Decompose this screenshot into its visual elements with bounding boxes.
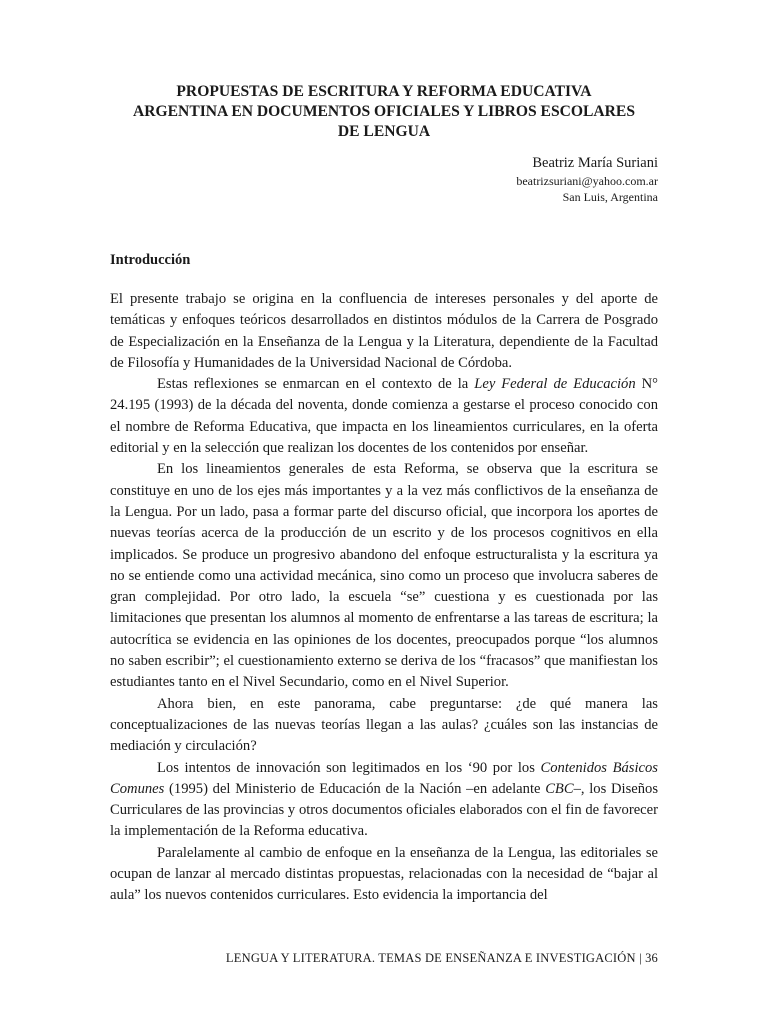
paragraph-5 [110, 758, 658, 843]
title-line-1: PROPUESTAS DE ESCRITURA Y REFORMA EDUCATIVA [176, 83, 592, 100]
section-heading-introduccion: Introducción [110, 252, 191, 268]
paragraph-2 [110, 374, 658, 459]
paragraph-4: Ahora bien, en este panorama, cabe preguntarse: ¿de qué manera las conceptualizaciones de las nuevas teorías llegan a las aulas? ¿cuáles son las instancias de mediación y circulación? [110, 695, 658, 755]
author-block [380, 153, 658, 205]
paragraph-5-emphasis-cbc-title: Contenidos Básicos Comunes [110, 759, 658, 797]
paragraph-3: En los lineamientos generales de esta Reforma, se observa que la escritura se constituye en uno de los ejes más importantes y a la vez más conflictivos de la enseñanza de la Lengua. Por un lado, pasa a formar parte del discurso oficial, que incorpora los aportes de nuevas teorías acerca de la producción de un escrito y de los procesos cognitivos en ella implicados. Se produce un progresivo abandono del enfoque estructuralista y la escritura ya no se entiende como una actividad mecánica, sino como un proceso que involucra saberes de gran complejidad. Por otro lado, la escuela “se” cuestiona y es cuestionada por las limitaciones que presentan los alumnos al momento de enfrentarse a las tareas de escritura; la autocrítica se evidencia en las opiniones de los docentes, preocupados porque “los alumnos no saben escribir”; el cuestionamiento externo se deriva de los “fracasos” que manifiestan los estudiantes tanto en el Nivel Secundario, como en el Nivel Superior. [110, 461, 658, 691]
paragraph-2-text-b: N° 24.195 (1993) de la década del noventa, donde comienza a gestarse el proceso conocido con el nombre de Reforma Educativa, que impacta en los lineamientos curriculares, en la oferta editorial y en la selección que realizan los docentes de los contenidos por enseñar. [110, 376, 658, 457]
author-email: beatrizsuriani@yahoo.com.ar [516, 174, 658, 188]
paragraph-2-text-a: Estas reflexiones se enmarcan en el contexto de la [157, 376, 475, 393]
author-location: San Luis, Argentina [562, 190, 658, 204]
paragraph-5-text-b: (1995) del Ministerio de Educación de la Nación –en adelante [164, 780, 546, 797]
paragraph-1: El presente trabajo se origina en la confluencia de intereses personales y del aporte de temáticas y enfoques teóricos desarrollados en distintos módulos de la Carrera de Posgrado de Especialización en la Enseñanza de la Lengua y la Literatura, dependiente de la Facultad de Filosofía y Humanidades de la Universidad Nacional de Córdoba. [110, 291, 658, 371]
author-name: Beatriz María Suriani [532, 155, 658, 171]
paragraph-5-text-a: Los intentos de innovación son legitimados en los ‘90 por los [157, 759, 541, 776]
paragraph-5-text-c: –, los Diseños Curriculares de las provincias y otros documentos oficiales elaborados con el fin de favorecer la implementación de la Reforma educativa. [110, 780, 658, 840]
title-line-2: ARGENTINA EN DOCUMENTOS OFICIALES Y LIBROS ESCOLARES [133, 103, 635, 120]
title-line-3: DE LENGUA [337, 123, 431, 140]
paper-title [110, 82, 658, 142]
paragraph-5-emphasis-cbc: CBC [545, 780, 574, 797]
running-footer: LENGUA Y LITERATURA. TEMAS DE ENSEÑANZA E INVESTIGACIÓN | 36 [225, 951, 658, 965]
paragraph-6: Paralelamente al cambio de enfoque en la enseñanza de la Lengua, las editoriales se ocupan de lanzar al mercado distintas propuestas, relacionadas con la necesidad de “bajar al aula” los nuevos contenidos curriculares. Esto evidencia la importancia del [110, 844, 658, 904]
body-text [110, 289, 658, 907]
paragraph-2-emphasis: Ley Federal de Educación [474, 376, 636, 393]
